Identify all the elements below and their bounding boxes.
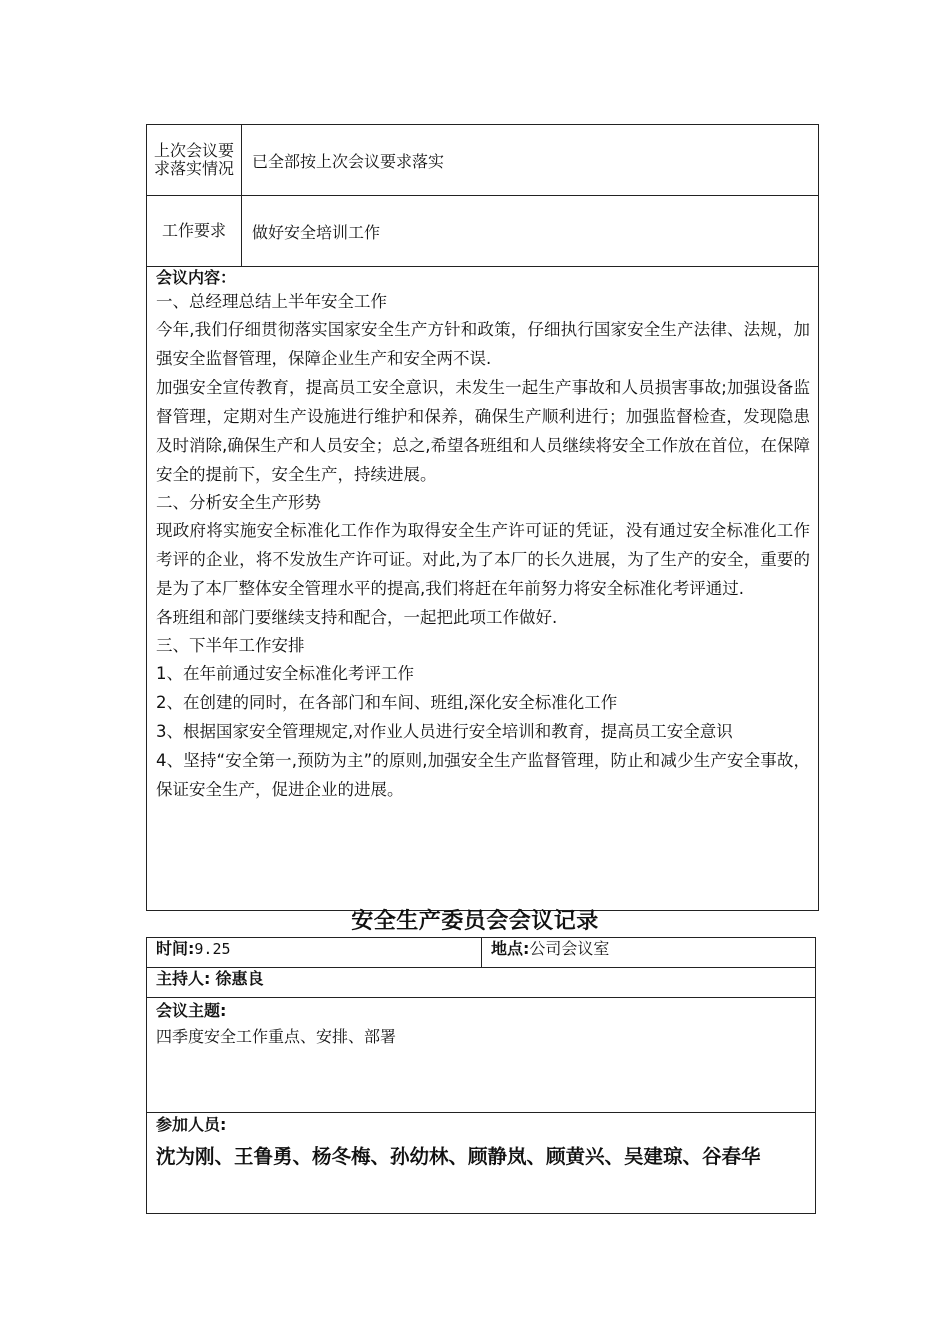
meeting-content-heading: 会议内容： <box>156 268 237 287</box>
time-value: 9.25 <box>194 940 231 958</box>
time-cell <box>147 938 482 968</box>
time-label: 时间: <box>156 939 195 958</box>
content-paragraph: 各班组和部门要继续支持和配合，一起把此项工作做好. <box>156 608 558 627</box>
attendees-cell <box>147 1113 816 1214</box>
list-item: 2、在创建的同时，在各部门和车间、班组,深化安全标准化工作 <box>156 693 618 712</box>
content-paragraph: 现政府将实施安全标准化工作作为取得安全生产许可证的凭证，没有通过安全标准化工作考评的企业，将不发放生产许可证。对此,为了本厂的长久进展，为了生产的安全，重要的是为了本厂整体安全管理水平的提高,我们将赶在年前努力将安全标准化考评通过. <box>156 521 810 598</box>
host-label: 主持人: <box>156 969 211 988</box>
list-item: 1、在年前通过安全标准化考评工作 <box>156 664 414 683</box>
place-cell <box>482 938 816 968</box>
place-label: 地点: <box>491 939 530 958</box>
work-requirement-label: 工作要求 <box>147 196 242 267</box>
content-paragraph: 今年,我们仔细贯彻落实国家安全生产方针和政策，仔细执行国家安全生产法律、法规，加强安全监督管理，保障企业生产和安全两不误. <box>156 320 810 368</box>
content-paragraph: 加强安全宣传教育，提高员工安全意识，未发生一起生产事故和人员损害事故;加强设备监督管理，定期对生产设施进行维护和保养，确保生产顺利进行；加强监督检查，发现隐患及时消除,确保生产和人员安全；总之,希望各班组和人员继续将安全工作放在首位，在保障安全的提前下，安全生产，持续进展。 <box>156 378 810 484</box>
topic-cell <box>147 998 816 1113</box>
meeting-followup-table <box>146 124 819 911</box>
page-title: 安全生产委员会会议记录 <box>351 909 599 934</box>
attendees-label: 参加人员: <box>156 1115 227 1134</box>
last-meeting-label: 上次会议要求落实情况 <box>147 125 242 196</box>
host-value: 徐惠良 <box>215 969 264 988</box>
topic-value: 四季度安全工作重点、安排、部署 <box>156 1027 397 1046</box>
place-value: 公司会议室 <box>529 939 610 958</box>
host-cell <box>147 968 816 998</box>
section-heading: 一、总经理总结上半年安全工作 <box>156 292 387 311</box>
last-meeting-value: 已全部按上次会议要求落实 <box>242 125 819 196</box>
list-item: 4、坚持“安全第一,预防为主”的原则,加强安全生产监督管理，防止和减少生产安全事故，保证安全生产，促进企业的进展。 <box>156 751 810 799</box>
attendees-value: 沈为刚、王鲁勇、杨冬梅、孙幼林、顾静岚、顾黄兴、吴建琼、谷春华 <box>156 1145 761 1168</box>
section-heading: 三、下半年工作安排 <box>156 636 305 655</box>
meeting-content-cell <box>147 267 819 911</box>
work-requirement-value: 做好安全培训工作 <box>242 196 819 267</box>
list-item: 3、根据国家安全管理规定,对作业人员进行安全培训和教育，提高员工安全意识 <box>156 722 733 741</box>
topic-label: 会议主题: <box>156 1001 227 1020</box>
section-heading: 二、分析安全生产形势 <box>156 493 321 512</box>
meeting-record-table <box>146 937 816 1214</box>
